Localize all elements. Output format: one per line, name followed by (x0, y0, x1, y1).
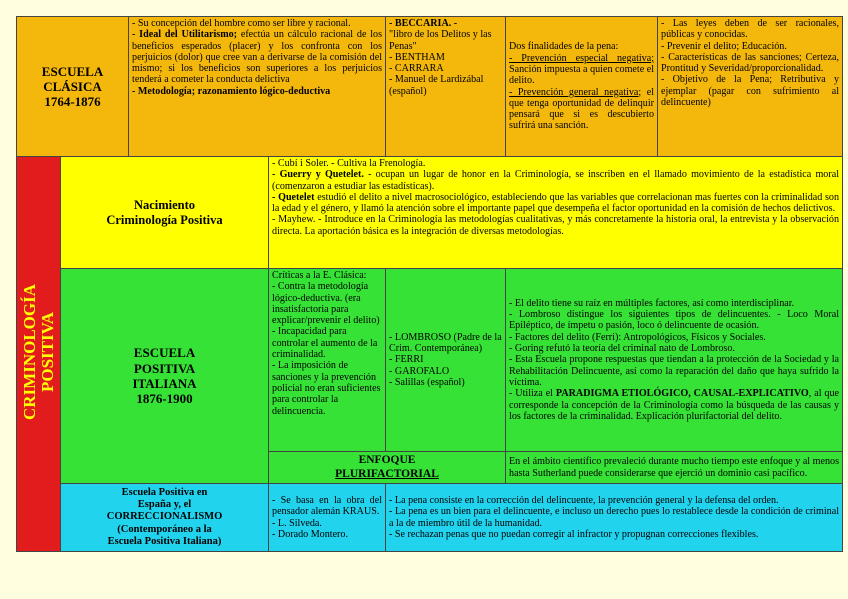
italiana-critica-item: - Incapacidad para controlar el aumento de la criminalidad. (272, 326, 378, 361)
positiva-side-line1: CRIMINOLOGÍA (19, 284, 39, 421)
italiana-idea-item: - Esta Escuela propone respuestas que tiendan a la protección de la Sociedad y la Rehabilitación Delincuente, así como la reparación del daño que haya sufrido la víctima. (509, 354, 840, 388)
italiana-idea-item: - Utiliza el PARADIGMA ETIOLÓGICO, CAUSAL-EXPLICATIVO, al que corresponde la concepción de la Criminología como la búsqueda de las causas y los factores de la criminalidad. Explicación plurifactorial del delito. (509, 388, 840, 422)
enfoque-title-line1: ENFOQUE (358, 454, 416, 467)
nacimiento-title-line2: Criminología Positiva (106, 212, 223, 227)
nacimiento-content (269, 157, 843, 269)
criminology-schools-table (16, 16, 843, 552)
enfoque-header (269, 452, 506, 484)
italiana-critica-item: Críticas a la E. Clásica: (272, 270, 367, 281)
enfoque-title-line2: PLURIFACTORIAL (335, 467, 439, 480)
clasica-title-line1: ESCUELA (41, 63, 104, 79)
clasica-author-item: "libro de los Delitos y las Penas" (389, 29, 492, 52)
clasica-law-item: - Características de las sanciones; Certeza, Prontitud y Severidad/proporcionalidad. (661, 51, 840, 75)
espana-title-line: CORRECCIONALISMO (106, 511, 223, 523)
nacimiento-item: - Cubí i Soler. - Cultiva la Frenología. (272, 158, 426, 169)
clasica-pena (506, 17, 658, 157)
espana-header (61, 484, 269, 552)
clasica-pena-intro: Dos finalidades de la pena: (509, 41, 619, 53)
clasica-author-item: - BECCARIA. - (389, 18, 458, 29)
nacimiento-item: - Mayhew. - Introduce en la Criminología las metodologías cualitativas, y más concretamente la historia oral, la entrevista y la observación directa. La aportación básica es la integración de diversas metodologías. (272, 214, 840, 237)
italiana-idea-item: - Lombroso distingue los siguientes tipos de delincuentes. - Loco Moral Epiléptico, de ímpetu o pasión, loco ó delincuente de ocasión. (509, 309, 840, 332)
espana-title-line: Escuela Positiva Italiana) (107, 535, 222, 547)
italiana-idea-item: - Goring refutó la teoría del criminal nato de Lombroso. (509, 343, 735, 355)
nacimiento-item: - Quetelet estudió el delito a nivel macrosociológico, estableciendo que las variables que correlacionan mas fuertes con la criminalidad son la edad y el género, y llamó la atención sobre el importante papel que desempeña el factor oportunidad en la comisión de hechos delictivos. (272, 191, 840, 215)
espana-authors (269, 484, 386, 552)
italiana-authors (386, 269, 506, 452)
espana-idea-item: - La pena consiste en la corrección del delincuente, la prevención general y la defensa del orden. (389, 494, 779, 506)
clasica-concept-item: - Metodología; razonamiento lógico-deductiva (132, 85, 331, 97)
italiana-title-line1: ESCUELA (133, 345, 196, 361)
espana-ideas (386, 484, 843, 552)
italiana-title-line2: POSITIVA (133, 360, 196, 376)
espana-title-line: Escuela Positiva en (121, 487, 208, 499)
italiana-title-line3: ITALIANA (132, 376, 197, 391)
italiana-idea-item: - Factores del delito (Ferri): Antropológicos, Físicos y Sociales. (509, 331, 766, 343)
espana-idea-item: - La pena es un bien para el delincuente, e incluso un derecho pues lo restablece desde la condición de criminal a la de miembro útil de la humanidad. (389, 506, 840, 529)
espana-title-line: España y, el (137, 499, 192, 511)
clasica-concept-item: - Su concepción del hombre como ser libre y racional. (132, 18, 351, 29)
clasica-law-item: - Objetivo de la Pena; Retributiva y ejemplar (pagar con sufrimiento al delincuente) (661, 74, 840, 109)
nacimiento-item: - Guerry y Quetelet. - ocupan un lugar de honor en la Criminología, se inscriben en el llamado movimiento de la estadística moral (comenzaron a estudiar las estadísticas). (272, 169, 840, 192)
clasica-author-item: - CARRARA (389, 63, 444, 75)
clasica-author-item: - BENTHAM (389, 51, 445, 63)
espana-author-item: - L. Silveda. (272, 517, 322, 529)
italiana-critica-item: - La imposición de sanciones y la prevención policial no eran suficientes para controlar la delincuencia. (272, 360, 381, 417)
italiana-author-item: - GAROFALO (389, 365, 450, 377)
clasica-laws (658, 17, 843, 157)
enfoque-text: En el ámbito científico prevaleció durante mucho tiempo este enfoque y al menos hasta Sutherland puede considerarse que ejerció un dominio casi pacífico. (506, 452, 843, 484)
espana-author-item: - Dorado Montero. (272, 528, 348, 540)
clasica-law-item: - Las leyes deben de ser racionales, públicas y conocidas. (661, 18, 840, 41)
clasica-pena-item: - Prevención especial negativa; Sanción impuesta a quien comete el delito. (509, 52, 655, 87)
positiva-side-line2: POSITIVA (37, 312, 57, 393)
italiana-critica-item: - Contra la metodología lógico-deductiva. (era insatisfactoria para explicar/prevenir el delito) (272, 281, 380, 327)
espana-idea-item: - Se rechazan penas que no puedan corregir al infractor y propugnan correcciones flexibles. (389, 528, 759, 540)
clasica-concept-item: - Ideal del Utilitarismo; efectúa un cálculo racional de los beneficios esperados (placer) y los confronta con los perjuicios (dolor) que cree van a derivarse de la comisión del mismo; si los beneficios son superiores a los perjuicios tenderá a cometer la conducta delictiva (132, 29, 383, 86)
espana-author-item: - Se basa en la obra del pensador alemán KRAUS. (272, 494, 383, 518)
clasica-title-line2: CLÁSICA (43, 78, 102, 94)
clasica-author-item: - Manuel de Lardizábal (español) (389, 74, 484, 97)
italiana-header (61, 269, 269, 484)
clasica-pena-item: - Prevención general negativa; el que tenga oportunidad de delinquir pensará que si es descubierto sufrirá una sanción. (509, 86, 655, 132)
italiana-author-item: - LOMBROSO (Padre de la Crim. Contemporánea) (389, 331, 502, 355)
italiana-title-line4: 1876-1900 (136, 391, 193, 407)
clasica-concepts (129, 17, 386, 157)
clasica-authors (386, 17, 506, 157)
italiana-author-item: - FERRI (389, 354, 424, 366)
clasica-title-line3: 1764-1876 (44, 94, 101, 110)
nacimiento-title-line1: Nacimiento (133, 197, 196, 212)
italiana-idea-item: - El delito tiene su raíz en múltiples factores, así como interdisciplinar. (509, 297, 795, 309)
clasica-header (17, 17, 129, 157)
italiana-author-item: - Salillas (español) (389, 376, 465, 388)
italiana-ideas (506, 269, 843, 452)
nacimiento-header (61, 157, 269, 269)
italiana-criticas (269, 269, 386, 452)
espana-title-line: (Contemporáneo a la (117, 523, 212, 535)
positiva-side-label (17, 157, 61, 552)
clasica-law-item: - Prevenir el delito; Educación. (661, 40, 787, 52)
